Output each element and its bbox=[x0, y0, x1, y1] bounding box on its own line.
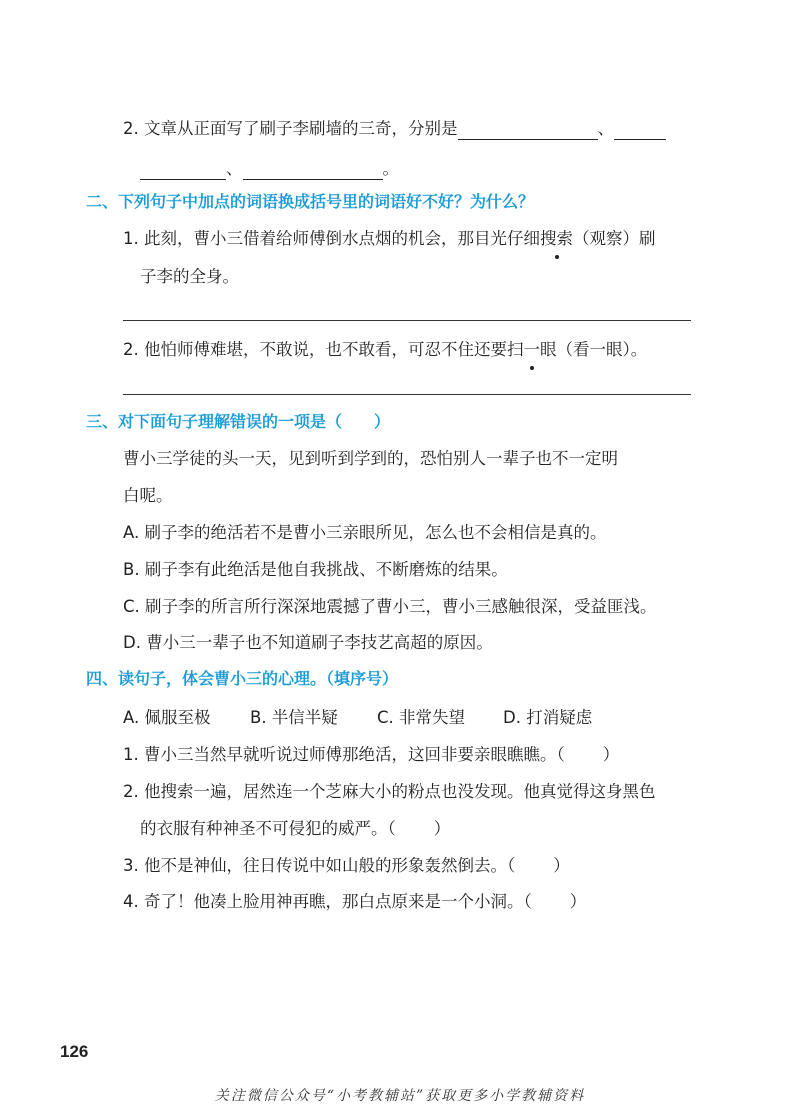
s4-sentence-3: 3. 他不是神仙，往日传说中如山般的形象轰然倒去。（ ） bbox=[123, 856, 570, 875]
answer-blank-2a[interactable] bbox=[614, 121, 666, 140]
choice-a: A. 佩服至极 bbox=[123, 708, 211, 727]
s2-item2-line: 2. 他怕师傅难堪，不敢说，也不敢看，可忍不住还要扫一眼（看一眼）。 bbox=[123, 340, 648, 359]
choice-b: B. 半信半疑 bbox=[250, 708, 338, 727]
s4-sentence-1: 1. 曹小三当然早就听说过师傅那绝活，这回非要亲眼瞧瞧。（ ） bbox=[123, 745, 620, 764]
s3-option-a: A. 刷子李的绝活若不是曹小三亲眼所见，怎么也不会相信是真的。 bbox=[123, 523, 607, 542]
s4-choices bbox=[123, 707, 592, 729]
answer-line-2[interactable] bbox=[123, 394, 691, 395]
s4-sentence-2-line1: 2. 他搜索一遍，居然连一个芝麻大小的粉点也没发现。他真觉得这身黑色 bbox=[123, 782, 656, 801]
choice-c: C. 非常失望 bbox=[377, 708, 466, 727]
choice-d: D. 打消疑虑 bbox=[503, 708, 593, 727]
q2-line-1: 2. 文章从正面写了刷子李刷墙的三奇，分别是 、 bbox=[123, 118, 666, 140]
section-4-heading: 四、读句子，体会曹小三的心理。（填序号） bbox=[86, 669, 399, 688]
s3-option-c: C. 刷子李的所言所行深深地震撼了曹小三，曹小三感触很深，受益匪浅。 bbox=[123, 597, 657, 616]
s4-sentence-2-line2: 的衣服有种神圣不可侵犯的威严。（ ） bbox=[140, 819, 451, 838]
s3-quote-line2: 白呢。 bbox=[123, 486, 173, 505]
answer-blank-1[interactable] bbox=[458, 121, 598, 140]
s2-item1-line1: 1. 此刻，曹小三借着给师傅倒水点烟的机会，那目光仔细搜索（观察）刷 bbox=[123, 229, 656, 248]
s2-item1-line2: 子李的全身。 bbox=[140, 267, 239, 286]
answer-blank-2b[interactable] bbox=[140, 161, 226, 180]
s3-option-b: B. 刷子李有此绝活是他自我挑战、不断磨炼的结果。 bbox=[123, 560, 508, 579]
section-3-heading: 三、对下面句子理解错误的一项是（ ） bbox=[86, 412, 391, 431]
page-number: 126 bbox=[60, 1042, 89, 1061]
answer-blank-3[interactable] bbox=[243, 161, 383, 180]
s4-sentence-4: 4. 奇了！他凑上脸用神再瞧，那白点原来是一个小洞。（ ） bbox=[123, 892, 587, 911]
dotted-word-sousuo: 搜索 bbox=[540, 229, 573, 248]
section-2-heading: 二、下列句子中加点的词语换成括号里的词语好不好？为什么？ bbox=[86, 192, 535, 211]
s3-option-d: D. 曹小三一辈子也不知道刷子李技艺高超的原因。 bbox=[123, 633, 493, 652]
s3-quote-line1: 曹小三学徒的头一天，见到听到学到的，恐怕别人一辈子也不一定明 bbox=[123, 449, 618, 468]
answer-line-1[interactable] bbox=[123, 320, 691, 321]
dotted-word-saoyiyan: 扫一眼 bbox=[507, 340, 557, 359]
footer-note: 关注微信公众号“小考教辅站”获取更多小学教辅资料 bbox=[214, 1088, 586, 1104]
q2-line-2: 、 。 bbox=[140, 158, 399, 180]
